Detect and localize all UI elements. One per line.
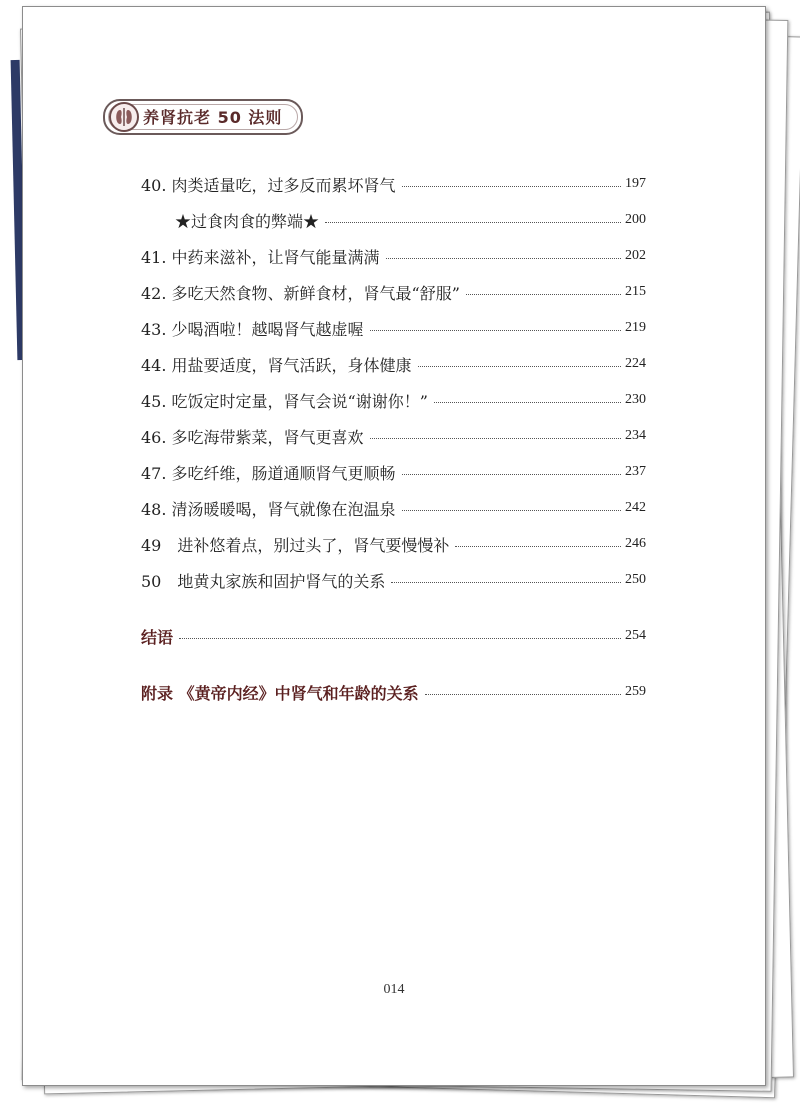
leader-dots bbox=[402, 473, 621, 475]
toc-entry-appendix[interactable] bbox=[141, 675, 646, 709]
toc-entry-title: 附录 《黄帝内经》中肾气和年龄的关系 bbox=[141, 683, 419, 703]
toc-entry-title: 40. 肉类适量吃，过多反而累坏肾气 bbox=[141, 175, 396, 195]
toc-entry-page: 246 bbox=[625, 536, 646, 551]
toc-entry[interactable] bbox=[141, 527, 646, 561]
toc-entry-title: 50 地黄丸家族和固护肾气的关系 bbox=[141, 571, 386, 591]
leader-dots bbox=[386, 257, 621, 259]
toc-entry-page: 254 bbox=[625, 628, 646, 643]
toc-entry-title: 46. 多吃海带紫菜，肾气更喜欢 bbox=[141, 427, 364, 447]
toc-entry-conclusion[interactable] bbox=[141, 619, 646, 653]
toc-entry[interactable] bbox=[141, 491, 646, 525]
leader-dots bbox=[434, 401, 621, 403]
running-header bbox=[103, 99, 303, 135]
toc-entry-page: 242 bbox=[625, 500, 646, 515]
toc-entry-page: 202 bbox=[625, 248, 646, 263]
toc-entry-title: ★过食肉食的弊端★ bbox=[175, 211, 320, 231]
book-title: 养肾抗老 50 法则 bbox=[143, 108, 283, 127]
toc-entry[interactable] bbox=[141, 347, 646, 381]
leader-dots bbox=[179, 637, 621, 639]
toc-entry[interactable] bbox=[141, 275, 646, 309]
leader-dots bbox=[370, 329, 621, 331]
leader-dots bbox=[402, 185, 621, 187]
leader-dots bbox=[402, 509, 621, 511]
toc-entry-title: 41. 中药来滋补，让肾气能量满满 bbox=[141, 247, 380, 267]
toc-entry[interactable] bbox=[141, 203, 646, 237]
toc-entry-page: 234 bbox=[625, 428, 646, 443]
toc-entry-title: 结语 bbox=[141, 627, 174, 647]
page-number: 014 bbox=[383, 982, 405, 997]
toc-entry[interactable] bbox=[141, 563, 646, 597]
toc-entry-title: 47. 多吃纤维，肠道通顺肾气更顺畅 bbox=[141, 463, 396, 483]
leader-dots bbox=[391, 581, 621, 583]
toc-entry[interactable] bbox=[141, 455, 646, 489]
toc-entry[interactable] bbox=[141, 167, 646, 201]
toc-entry[interactable] bbox=[141, 311, 646, 345]
leader-dots bbox=[425, 693, 621, 695]
toc-entry-page: 200 bbox=[625, 212, 646, 227]
toc-entry-page: 224 bbox=[625, 356, 646, 371]
toc-entry[interactable] bbox=[141, 383, 646, 417]
toc-entry-title: 43. 少喝酒啦！越喝肾气越虚喔 bbox=[141, 319, 364, 339]
toc-entry-page: 237 bbox=[625, 464, 646, 479]
leader-dots bbox=[466, 293, 621, 295]
leader-dots bbox=[325, 221, 621, 223]
leader-dots bbox=[455, 545, 621, 547]
toc-entry-page: 250 bbox=[625, 572, 646, 587]
book-page bbox=[22, 6, 766, 1086]
toc-entry-title: 42. 多吃天然食物、新鲜食材，肾气最“舒服” bbox=[141, 283, 460, 303]
leader-dots bbox=[418, 365, 621, 367]
toc-entry[interactable] bbox=[141, 419, 646, 453]
toc-entry-page: 219 bbox=[625, 320, 646, 335]
toc-entry-page: 230 bbox=[625, 392, 646, 407]
toc-entry-title: 44. 用盐要适度，肾气活跃，身体健康 bbox=[141, 355, 412, 375]
toc-entry[interactable] bbox=[141, 239, 646, 273]
toc-entry-page: 197 bbox=[625, 176, 646, 191]
toc-entry-title: 49 进补悠着点，别过头了，肾气要慢慢补 bbox=[141, 535, 450, 555]
toc-entry-page: 259 bbox=[625, 684, 646, 699]
kidney-emblem-icon bbox=[109, 102, 139, 132]
toc-entry-page: 215 bbox=[625, 284, 646, 299]
toc-entry-title: 45. 吃饭定时定量，肾气会说“谢谢你！” bbox=[141, 391, 428, 411]
toc-entry-title: 48. 清汤暖暖喝，肾气就像在泡温泉 bbox=[141, 499, 396, 519]
leader-dots bbox=[370, 437, 621, 439]
